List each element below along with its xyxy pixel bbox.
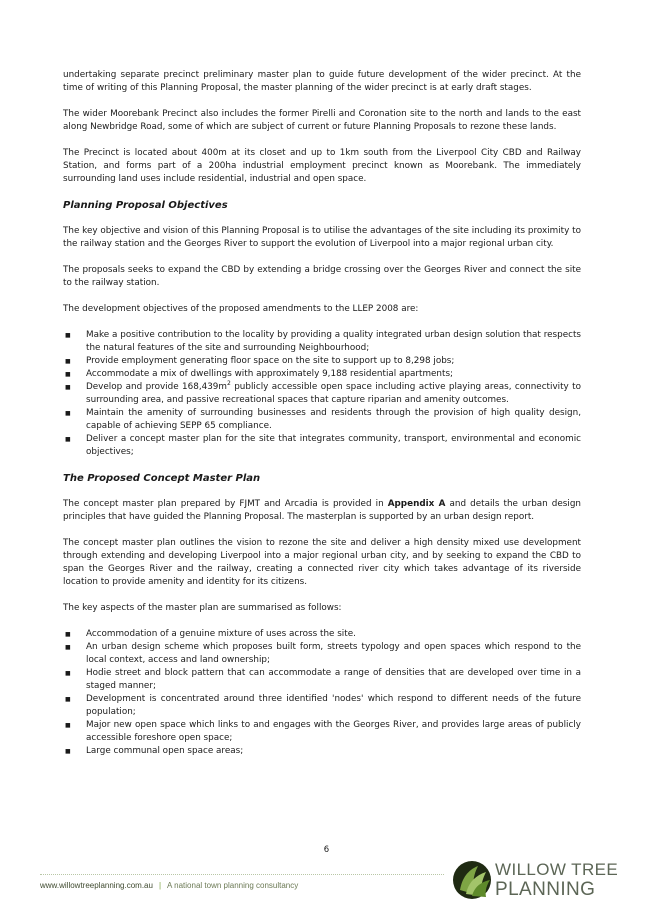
list-item: ■ Major new open space which links to and engages with the Georges River, and provides large areas of publicly accessible foreshore open space;: [65, 720, 581, 743]
bullet-icon: ■: [65, 384, 71, 391]
list-item: ■ Make a positive contribution to the locality by providing a quality integrated urban design solution that respects the natural features of the site and surrounding Neighbourhood;: [65, 330, 581, 353]
paragraph: The key objective and vision of this Planning Proposal is to utilise the advantages of the site including its proximity to the railway station and the Georges River to support the evolution of Liverpool into a major regional urban city.: [63, 226, 581, 249]
list-item: ■ Provide employment generating floor space on the site to support up to 8,298 jobs;: [65, 356, 455, 366]
section-heading-master-plan: The Proposed Concept Master Plan: [63, 473, 261, 484]
bullet-icon: ■: [65, 670, 71, 677]
paragraph: The Precinct is located about 400m at its closet and up to 1km south from the Liverpool City CBD and Railway Station, and forms part of a 200ha industrial employment precinct known as Moorebank. The immediately surrounding land uses include residential, industrial and open space.: [63, 148, 581, 184]
list-item: ■ Hodie street and block pattern that can accommodate a range of densities that are developed over time in a staged manner;: [65, 668, 581, 691]
bullet-icon: ■: [65, 748, 71, 755]
objectives-list: [63, 329, 581, 459]
master-plan-aspects-list: [63, 628, 581, 758]
footer: [40, 881, 298, 890]
paragraph: The concept master plan outlines the vision to rezone the site and deliver a high density mixed use development through extending and developing Liverpool into a major regional urban city, and by seeking to expand the CBD to span the Georges River and the railway, creating a connected river city which takes advantage of its riverside location to provide amenity and identity for its citizens.: [63, 538, 581, 587]
bullet-icon: ■: [65, 410, 71, 417]
paragraph: undertaking separate precinct preliminary master plan to guide future development of the wider precinct. At the time of writing of this Planning Proposal, the master planning of the wider precinct is at early draft stages.: [63, 70, 581, 93]
list-item: ■ Deliver a concept master plan for the site that integrates community, transport, environmental and economic objectives;: [65, 434, 581, 457]
bullet-icon: ■: [65, 631, 71, 638]
list-item: ■ Development is concentrated around three identified 'nodes' which respond to different needs of the future population;: [65, 694, 581, 717]
paragraph: The development objectives of the proposed amendments to the LLEP 2008 are:: [63, 304, 419, 314]
section-heading-objectives: Planning Proposal Objectives: [63, 200, 228, 211]
list-item: ■ Maintain the amenity of surrounding businesses and residents through the provision of high quality design, capable of achieving SEPP 65 compliance.: [65, 408, 581, 431]
footer-tagline: A national town planning consultancy: [167, 881, 299, 890]
logo-line-1: WILLOW TREE: [495, 860, 619, 879]
paragraph: The key aspects of the master plan are summarised as follows:: [63, 603, 342, 613]
bullet-icon: ■: [65, 722, 71, 729]
list-item: ■ Develop and provide $168,439m^2$ publicly accessible open space including active playing areas, connectivity to surrounding area, and passive recreational spaces that capture riparian and amenity outcomes.: [65, 380, 581, 405]
paragraph: The wider Moorebank Precinct also includes the former Pirelli and Coronation site to the north and lands to the east along Newbridge Road, some of which are subject of current or future Planning Proposals to rezone these lands.: [63, 109, 581, 132]
footer-separator: |: [158, 881, 162, 890]
appendix-reference: Appendix A: [387, 499, 446, 509]
company-logo: [452, 858, 620, 906]
logo-line-2: PLANNING: [495, 879, 596, 900]
bullet-icon: ■: [65, 358, 71, 365]
paragraph: The proposals seeks to expand the CBD by extending a bridge crossing over the Georges River and connect the site to the railway station.: [63, 265, 581, 288]
document-body: [63, 69, 581, 771]
bullet-icon: ■: [65, 644, 71, 651]
footer-website: www.willowtreeplanning.com.au: [40, 881, 153, 890]
bullet-icon: ■: [65, 436, 71, 443]
list-item: ■ Accommodate a mix of dwellings with approximately 9,188 residential apartments;: [65, 369, 454, 379]
willow-tree-icon: [452, 860, 492, 900]
list-item: ■ Accommodation of a genuine mixture of uses across the site.: [65, 629, 356, 639]
bullet-icon: ■: [65, 371, 71, 378]
bullet-icon: ■: [65, 332, 71, 339]
list-item: ■ Large communal open space areas;: [65, 746, 244, 756]
list-item: ■ An urban design scheme which proposes built form, streets typology and open spaces which respond to the local context, access and land ownership;: [65, 642, 581, 665]
bullet-icon: ■: [65, 696, 71, 703]
page-number: 6: [323, 845, 330, 855]
footer-divider: [40, 874, 444, 875]
paragraph: The concept master plan prepared by FJMT and Arcadia is provided in Appendix A and details the urban design principles that have guided the Planning Proposal. The masterplan is supported by an urban design report.: [63, 499, 581, 522]
